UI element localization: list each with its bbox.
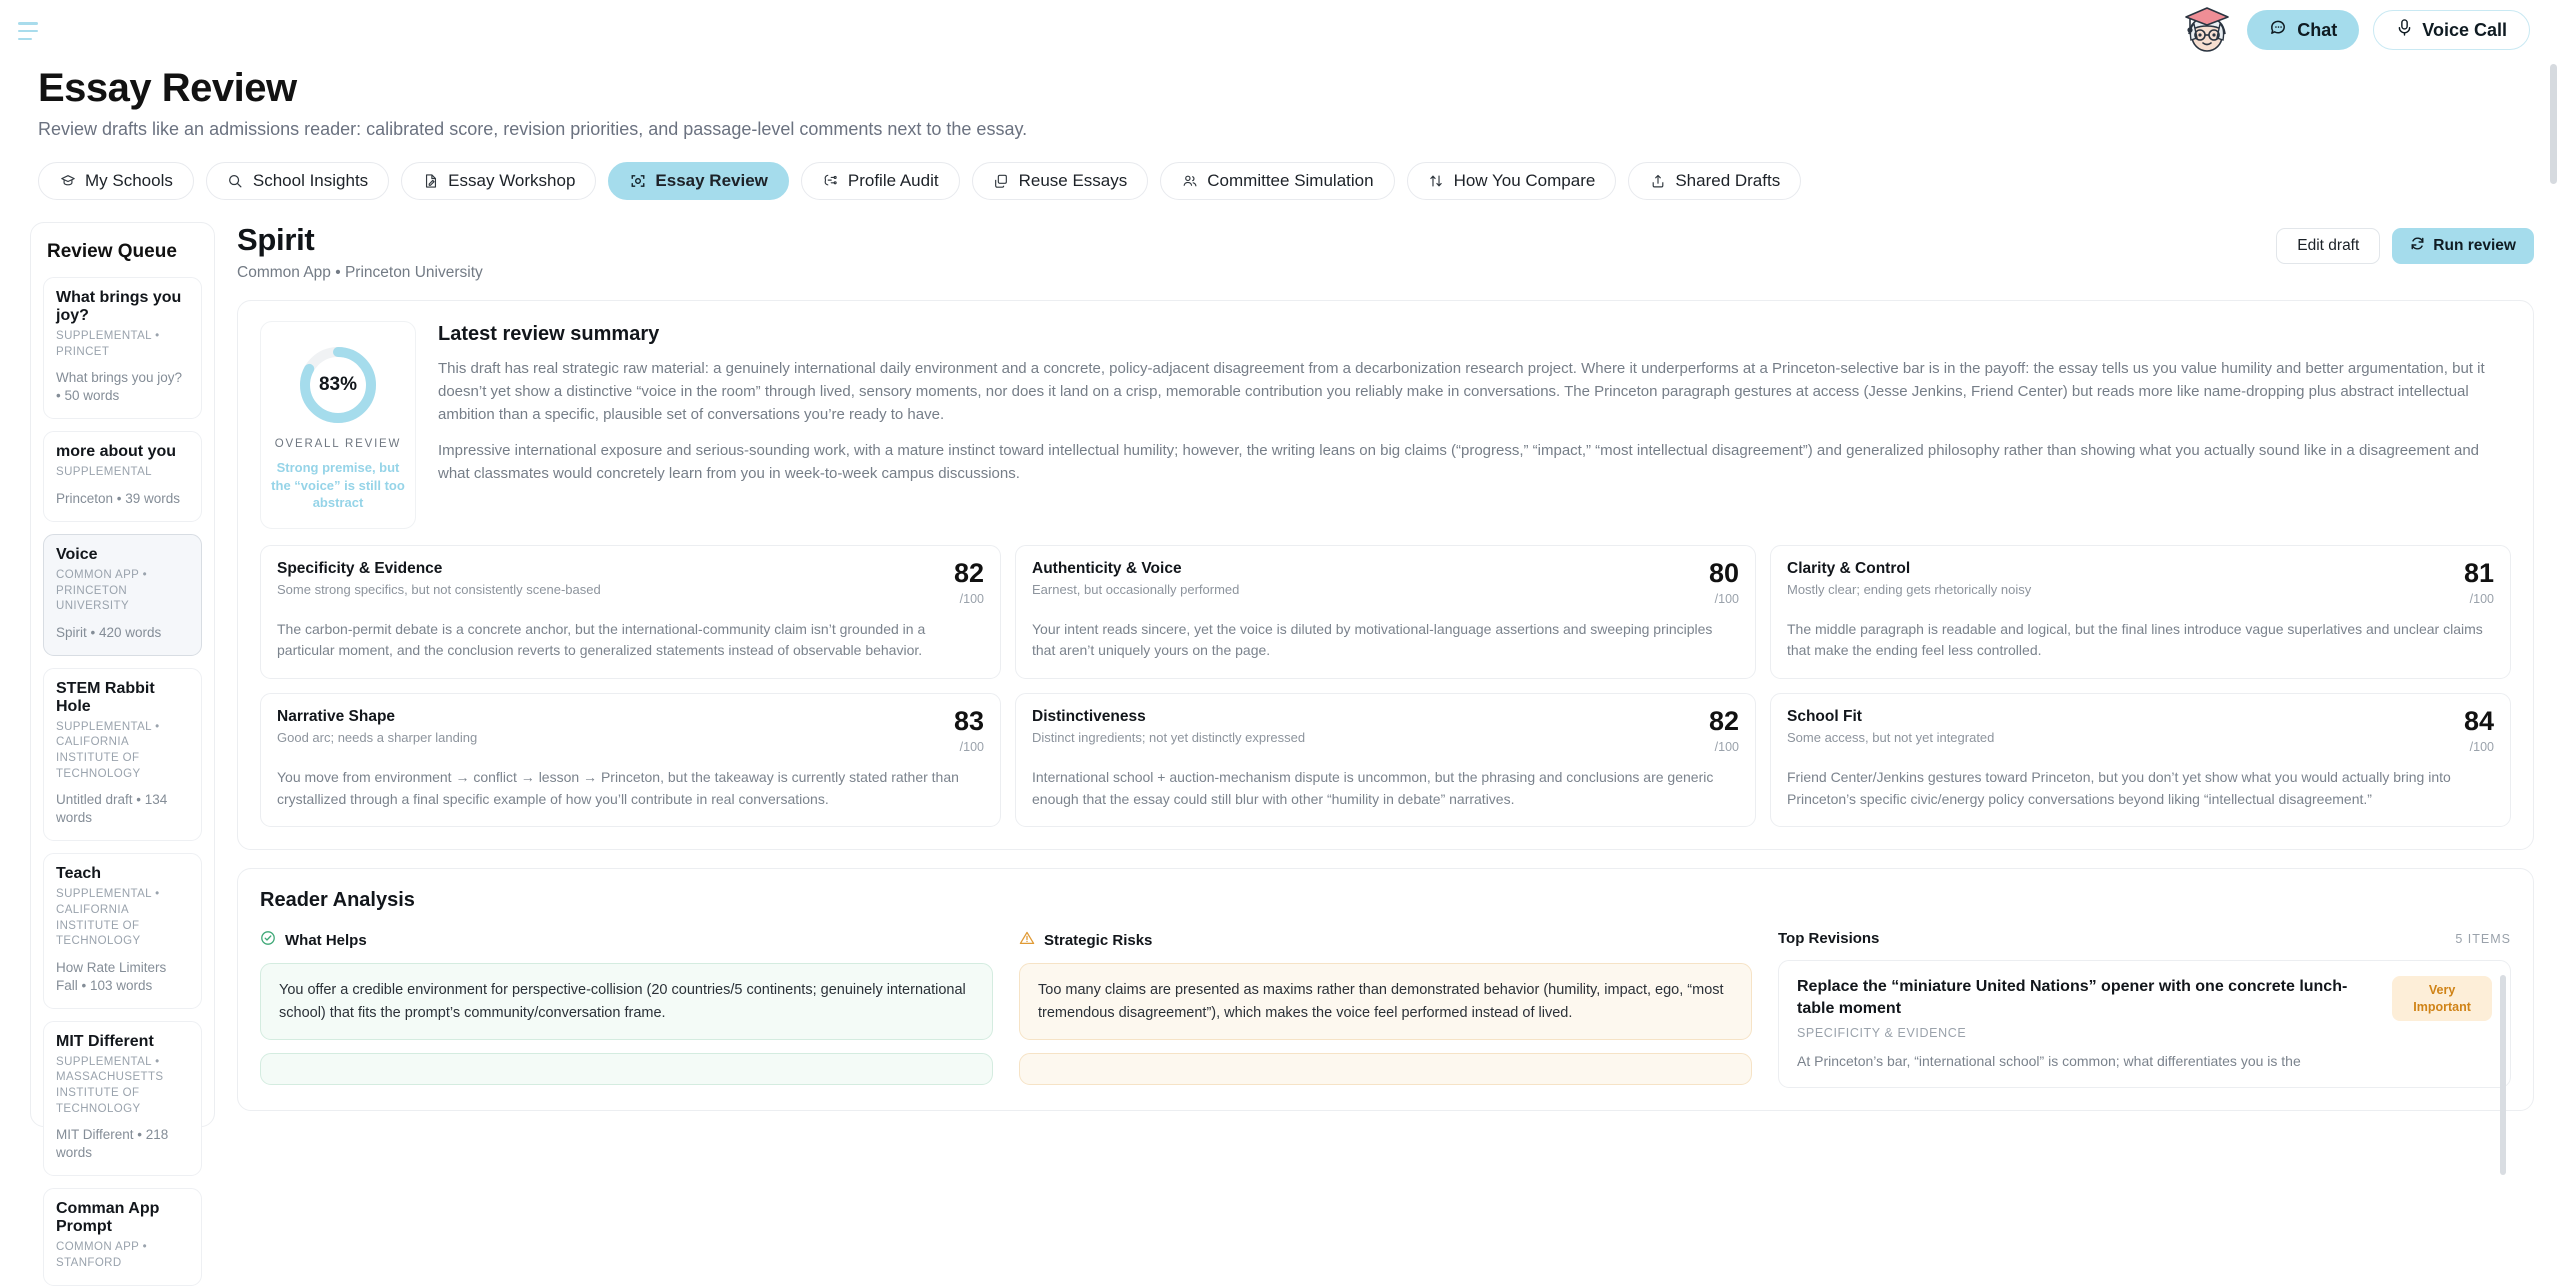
queue-item-words: How Rate Limiters Fall • 103 words [56,959,167,993]
metric-score: 84 [2463,706,2494,737]
tab-label: Reuse Essays [1018,171,1128,190]
queue-item-title: more about you [56,443,177,461]
hamburger-icon[interactable] [18,20,44,40]
search-icon [227,173,244,190]
top-revisions-column [1778,930,2511,1088]
tab-committee-simulation[interactable] [1160,162,1394,200]
queue-item-meta: SUPPLEMENTAL [56,466,152,479]
tab-how-you-compare[interactable] [1407,162,1617,200]
page-subtitle: Review drafts like an admissions reader: calibrated score, revision priorities, and passage-level comments next to the essay. [38,119,1028,139]
metric-score: 82 [953,557,984,588]
reader-analysis-panel [237,868,2534,1111]
metric-card[interactable] [260,545,1001,679]
tab-label: My Schools [85,171,173,190]
queue-item-title: STEM Rabbit Hole [56,679,155,715]
metric-tag: Some access, but not yet integrated [1787,730,1995,746]
main-content [215,222,2560,1127]
metric-grid [260,545,2511,828]
reader-analysis-columns [260,930,2511,1088]
page-title: Essay Review [38,66,297,110]
queue-item-meta: SUPPLEMENTAL • CALIFORNIA INSTITUTE OF TECHNOLOGY [56,888,160,948]
overall-score-card [260,321,416,529]
metric-card[interactable] [260,693,1001,827]
metric-tag: Good arc; needs a sharper landing [277,730,478,746]
metric-body: The carbon-permit debate is a concrete anchor, but the international-community claim isn’t grounded in a particular moment, and the conclusion reverts to generalized statements instead of observable behavior. [277,620,926,659]
summary-paragraph: Impressive international exposure and serious-sounding work, with a mature instinct toward intellectual humility; however, the writing leans on big claims (“progress,” “impact,” “most intellectual disagreement”) and generalized philosophy rather than showing what you actually sound like in a disagreement and what classmates would concretely learn from you in week-to-week campus discussions. [438,441,2480,482]
metric-name: Specificity & Evidence [277,559,443,577]
top-bar-actions [2181,4,2530,56]
essay-title: Spirit [237,222,315,257]
review-queue-title: Review Queue [47,241,177,262]
queue-item-meta: SUPPLEMENTAL • MASSACHUSETTS INSTITUTE OF TECHNOLOGY [56,1055,164,1115]
metric-name: Narrative Shape [277,708,396,726]
strategic-risk-item-partial [1019,1053,1752,1085]
scan-target-icon [629,173,646,190]
queue-item-title: What brings you joy? [56,289,182,324]
profile-audit-icon [822,173,839,190]
revision-card[interactable] [1778,960,2511,1088]
copy-icon [993,173,1010,190]
top-revisions-header [1778,930,2511,947]
page-scrollbar[interactable] [2550,64,2557,184]
metric-tag: Mostly clear; ending gets rhetorically noisy [1787,581,2032,597]
metric-score: 80 [1708,557,1739,588]
revision-scrollbar[interactable] [2500,975,2506,1175]
tab-label: Profile Audit [847,171,939,190]
metric-denominator: /100 [2469,591,2494,606]
queue-item-meta: SUPPLEMENTAL • CALIFORNIA INSTITUTE OF TECHNOLOGY [56,720,160,780]
tab-essay-review[interactable] [608,162,788,200]
top-revisions-label: Top Revisions [1778,930,1880,948]
queue-item-words: Princeton • 39 words [56,490,181,506]
tab-label: Shared Drafts [1675,171,1781,190]
tab-label: Essay Workshop [448,171,576,190]
revision-category: SPECIFICITY & EVIDENCE [1797,1025,1967,1040]
metric-body: Friend Center/Jenkins gestures toward Princeton, but you don’t yet show what you would actually bring into Princeton’s specific civic/energy policy conversations beyond liking “intellectual disagreement.” [1787,769,2451,807]
list-item[interactable] [43,1188,202,1285]
check-circle-icon [260,930,276,950]
strategic-risk-item: Too many claims are presented as maxims rather than demonstrated behavior (humility, impact, ego, “most tremendous disagreement”), which makes the voice feel performed instead of lived. [1019,963,1752,1040]
list-item[interactable] [43,668,202,842]
share-icon [1649,173,1666,190]
queue-item-title: Teach [56,865,102,883]
queue-item-title: Comman App Prompt [56,1200,160,1236]
queue-item-title: MIT Different [56,1032,154,1050]
summary-paragraph: This draft has real strategic raw material: a genuinely international daily environment and a concrete, policy-adjacent disagreement from a decarbonization research project. Where it underperforms at a Princeton-selective bar is in the payoff: the essay tells us you value humility and better argumentation, but it doesn’t yet show a distinctive “voice in the room” through lived, sensory moments, nor does it land on a crisp, memorable contribution you reliably make in conversations. The Princeton paragraph gestures at access (Jesse Jenkins, Friend Center) but reads more like name-dropping plus abstract intellectual ambition than a specific, plausible set of conversations you’re ready to have. [438,360,2485,423]
what-helps-label: What Helps [285,931,367,949]
queue-item-title: Voice [56,546,98,564]
list-item[interactable] [43,853,202,1009]
metric-denominator: /100 [1714,591,1739,606]
what-helps-item: You offer a credible environment for perspective-collision (20 countries/5 continents; genuinely international school) that fits the prompt’s community/conversation frame. [260,963,993,1040]
tab-shared-drafts[interactable] [1628,162,1801,200]
voice-call-button[interactable] [2373,10,2530,50]
queue-item-meta: COMMON APP • STANFORD [56,1241,148,1269]
compare-arrows-icon [1428,173,1445,190]
metric-card[interactable] [1015,545,1756,679]
review-queue-sidebar [30,222,215,1269]
queue-item-meta: SUPPLEMENTAL • PRINCET [56,330,160,358]
metric-body: Your intent reads sincere, yet the voice is diluted by motivational-language assertions and sweeping principles that aren’t uniquely yours on the page. [1032,620,1713,659]
list-item[interactable] [43,277,202,419]
document-edit-icon [422,173,439,190]
metric-body: International school + auction-mechanism dispute is uncommon, but the phrasing and conclusions are generic enough that the essay could still blur with other “humility in debate” narratives. [1032,769,1714,807]
revision-title: Replace the “miniature United Nations” opener with one concrete lunch-table moment [1797,978,2348,1017]
strategic-risks-column [1019,930,1752,1088]
tab-school-insights[interactable] [206,162,389,200]
overall-score-value: 83% [318,374,358,395]
queue-item-words: What brings you joy? • 50 words [56,370,183,404]
list-item[interactable] [43,431,202,522]
strategic-risks-header [1019,930,1752,950]
run-review-label: Run review [2433,237,2516,254]
tab-label: How You Compare [1453,171,1596,190]
metric-denominator: /100 [2469,740,2494,755]
metric-card[interactable] [1015,693,1756,827]
tab-my-schools[interactable] [38,162,194,200]
queue-item-words: MIT Different • 218 words [56,1127,169,1161]
content-layout [0,200,2560,1269]
metric-name: School Fit [1787,708,1862,726]
revision-body: At Princeton’s bar, “international school” is common; what differentiates you is the [1797,1052,2301,1069]
warning-triangle-icon [1019,930,1035,950]
refresh-icon [2410,236,2425,256]
chat-bubble-icon [2269,18,2288,42]
top-revisions-count: 5 ITEMS [2455,931,2511,946]
graduation-cap-icon [59,173,76,190]
summary-heading: Latest review summary [438,323,660,345]
edit-draft-button[interactable]: Edit draft [2276,228,2380,264]
metric-card[interactable] [1770,545,2511,679]
essay-actions [2276,222,2534,264]
strategic-risks-label: Strategic Risks [1044,931,1153,949]
latest-review-summary-panel [237,300,2534,850]
chat-button-label: Chat [2297,19,2338,40]
chat-button[interactable] [2247,10,2359,50]
primary-tabs [0,140,2560,200]
tab-label: School Insights [252,171,369,190]
metric-body: You move from environment → conflict → lesson → Princeton, but the takeaway is currently stated rather than crystallized through a final specific example of how you’ll contribute in real conversations. [277,769,959,807]
metric-denominator: /100 [1714,740,1739,755]
metric-tag: Some strong specifics, but not consistently scene-based [277,581,601,597]
metric-tag: Earnest, but occasionally performed [1032,581,1240,597]
summary-text [438,321,2511,499]
status-badge: Very Important [2392,976,2492,1021]
metric-score: 83 [953,706,984,737]
metric-tag: Distinct ingredients; not yet distinctly expressed [1032,730,1306,746]
top-bar [0,0,2560,60]
what-helps-item-partial [260,1053,993,1085]
run-review-button[interactable] [2392,228,2534,264]
people-icon [1181,173,1198,190]
overall-score-note: Strong premise, but the “voice” is still too abstract [271,460,405,511]
what-helps-header [260,930,993,950]
metric-card[interactable] [1770,693,2511,827]
metric-denominator: /100 [959,591,984,606]
list-item[interactable] [43,1021,202,1177]
what-helps-column [260,930,993,1088]
queue-item-meta: COMMON APP • PRINCETON UNIVERSITY [56,569,148,613]
list-item-selected[interactable] [43,534,202,656]
essay-header [237,222,2534,282]
metric-denominator: /100 [959,740,984,755]
metric-name: Distinctiveness [1032,708,1146,726]
metric-name: Authenticity & Voice [1032,559,1182,577]
reader-analysis-title: Reader Analysis [260,889,415,912]
metric-score: 82 [1708,706,1739,737]
avatar[interactable] [2181,4,2233,56]
tab-label: Essay Review [655,171,768,190]
tab-essay-workshop[interactable] [401,162,596,200]
essay-subtitle: Common App • Princeton University [237,264,483,281]
metric-name: Clarity & Control [1787,559,1911,577]
microphone-icon [2396,18,2413,42]
tab-reuse-essays[interactable] [972,162,1149,200]
queue-item-words: Untitled draft • 134 words [56,792,168,826]
queue-item-words: Spirit • 420 words [56,624,162,640]
voice-call-button-label: Voice Call [2422,19,2507,40]
page-header [0,60,2560,140]
overall-score-label: OVERALL REVIEW [274,438,402,450]
summary-row [260,321,2511,529]
metric-score: 81 [2463,557,2494,588]
metric-body: The middle paragraph is readable and logical, but the final lines introduce vague superlatives and unclear claims that make the ending feel less controlled. [1787,620,2483,659]
tab-label: Committee Simulation [1207,171,1374,190]
overall-score-gauge [297,344,379,426]
tab-profile-audit[interactable] [801,162,960,200]
